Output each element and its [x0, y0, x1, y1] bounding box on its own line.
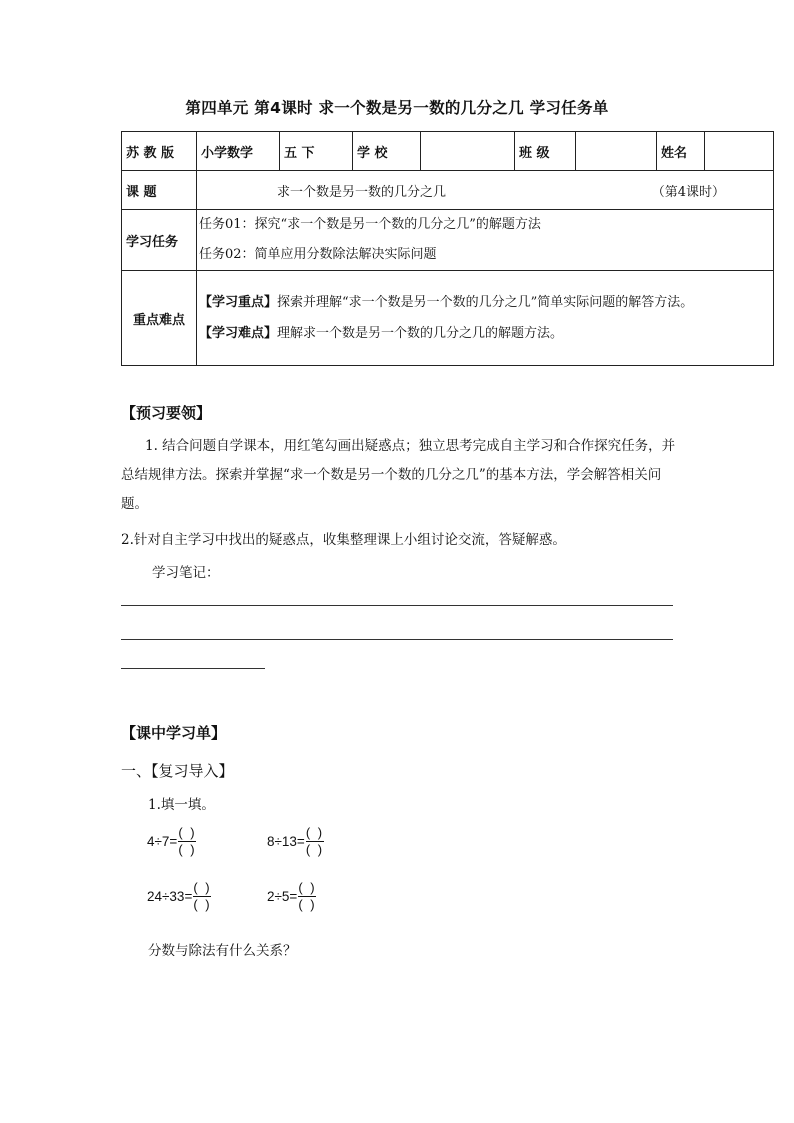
topic-cell	[197, 171, 774, 210]
fraction-blank[interactable]	[178, 825, 196, 858]
focus-point	[199, 287, 769, 318]
fraction-division-question: 分数与除法有什么关系？	[148, 943, 297, 959]
name-label-cell	[657, 132, 705, 171]
class-field[interactable]	[576, 132, 657, 171]
keypoints-label: 重点难点	[132, 312, 185, 328]
school-label: 学 校	[357, 145, 388, 161]
review-intro-heading: 一、【复习导入】	[121, 762, 234, 780]
keypoints-cell	[197, 271, 774, 366]
class-label: 班 级	[519, 145, 550, 161]
division-expression	[147, 880, 212, 913]
preview-item-2: 2.针对自主学习中找出的疑惑点，收集整理课上小组讨论交流，答疑解惑。	[121, 532, 566, 548]
class-sheet-heading: 【课中学习单】	[121, 724, 227, 742]
numerator-blank[interactable]: ( )	[193, 880, 212, 895]
denominator-blank[interactable]: ( )	[178, 842, 197, 857]
grade-cell	[280, 132, 353, 171]
expression-text: 4÷7=	[147, 834, 178, 849]
question-1-label: 1.填一填。	[148, 797, 215, 813]
notes-label: 学习笔记：	[152, 565, 220, 581]
focus-text: 探索并理解“求一个数是另一个数的几分之几”简单实际问题的解答方法。	[277, 295, 694, 310]
division-expression	[267, 825, 324, 858]
focus-tag: 【学习重点】	[199, 295, 278, 310]
difficulty-point	[199, 318, 769, 349]
info-table	[121, 131, 774, 366]
topic-label-cell	[122, 171, 197, 210]
difficulty-text: 理解求一个数是另一个数的几分之几的解题方法。	[277, 326, 564, 341]
preview-item-1: 1. 结合问题自学课本，用红笔勾画出疑惑点；独立思考完成自主学习和合作探究任务，并总结规律方法。探索并掌握“求一个数是另一个数的几分之几”的基本方法，学会解答相关问题。	[121, 438, 676, 512]
numerator-blank[interactable]: ( )	[305, 825, 325, 840]
tasks-label: 学习任务	[126, 234, 179, 250]
page-title: 第四单元 第4课时 求一个数是另一数的几分之几 学习任务单	[185, 99, 609, 117]
tasks-cell	[197, 210, 774, 271]
expression-text: 24÷33=	[147, 889, 193, 904]
publisher-cell	[122, 132, 197, 171]
numerator-blank[interactable]: ( )	[178, 825, 197, 840]
subject-cell	[197, 132, 280, 171]
note-line[interactable]	[121, 605, 673, 606]
tasks-label-cell	[122, 210, 197, 271]
denominator-blank[interactable]: ( )	[298, 897, 317, 912]
fraction-blank[interactable]	[306, 825, 324, 858]
task-item: 任务02：简单应用分数除法解决实际问题	[199, 247, 437, 262]
name-field[interactable]	[705, 132, 774, 171]
division-expression	[267, 880, 317, 913]
subject: 小学数学	[201, 145, 254, 161]
fraction-blank[interactable]	[298, 880, 316, 913]
division-expression	[147, 825, 197, 858]
denominator-blank[interactable]: ( )	[305, 842, 325, 857]
topic-value: 求一个数是另一数的几分之几	[277, 184, 447, 200]
school-field[interactable]	[421, 132, 515, 171]
class-label-cell	[515, 132, 576, 171]
publisher: 苏 教 版	[126, 145, 175, 161]
grade: 五 下	[284, 145, 315, 161]
school-label-cell	[353, 132, 421, 171]
task-item: 任务01：探究“求一个数是另一个数的几分之几”的解题方法	[199, 217, 541, 232]
keypoints-label-cell	[122, 271, 197, 366]
fraction-blank[interactable]	[193, 880, 211, 913]
name-label: 姓名	[661, 145, 688, 161]
lesson-number: （第4课时）	[651, 184, 725, 200]
denominator-blank[interactable]: ( )	[193, 897, 212, 912]
note-line[interactable]	[121, 668, 265, 669]
numerator-blank[interactable]: ( )	[298, 880, 317, 895]
note-line[interactable]	[121, 639, 673, 640]
difficulty-tag: 【学习难点】	[199, 326, 278, 341]
preview-heading: 【预习要领】	[121, 404, 212, 422]
topic-label: 课 题	[126, 184, 157, 200]
expression-text: 2÷5=	[267, 889, 298, 904]
expression-text: 8÷13=	[267, 834, 305, 849]
